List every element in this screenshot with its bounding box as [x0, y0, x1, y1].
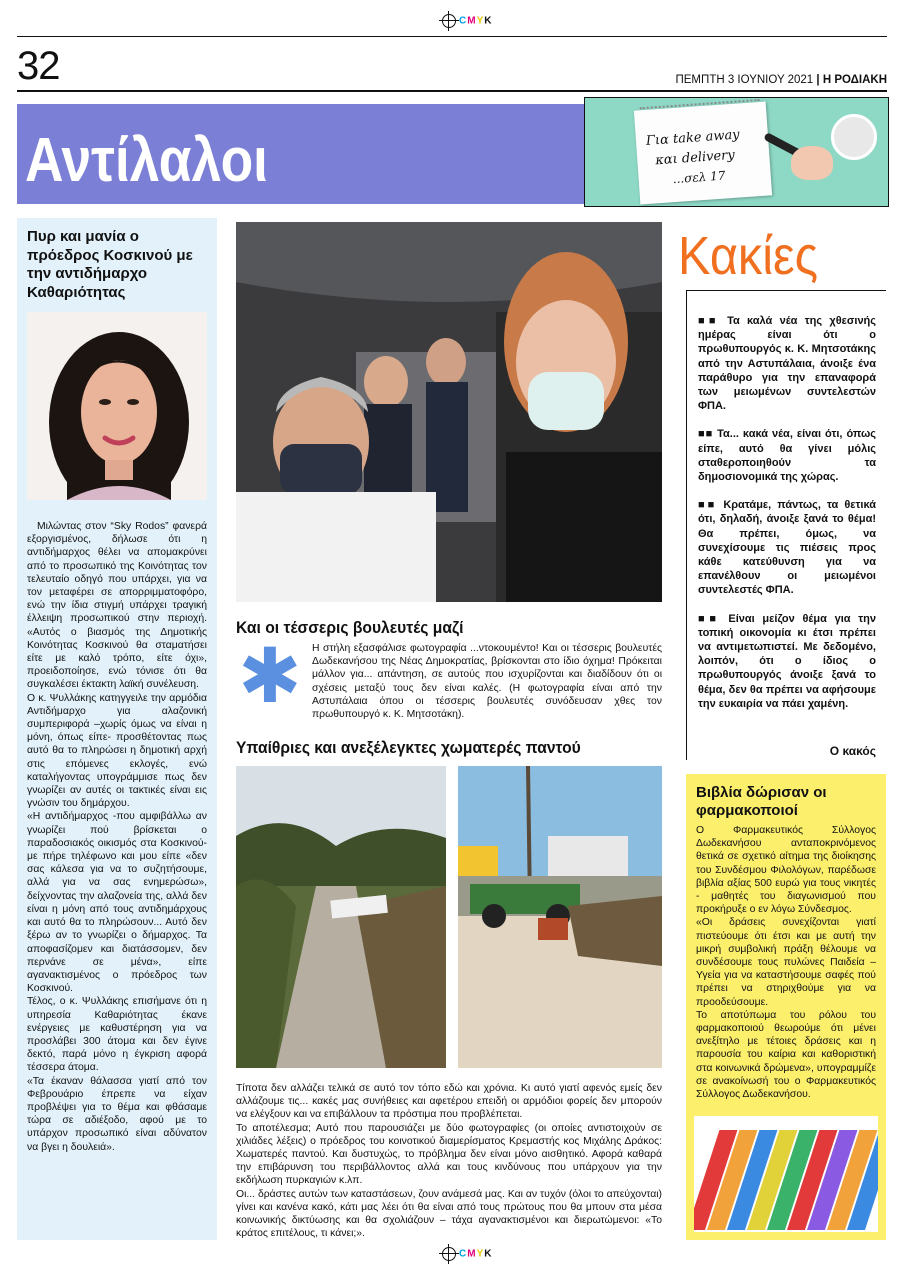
- books-paragraph: Το αποτύπωμα του ρόλου του φαρμακοποιού θεωρούμε ότι μένει ανεξίτηλο με τέτοιες δράσεις και η παρουσία του καίρια και καθοριστική στα κοινωνικά δρώμενα», υπογραμμίζε σε ανακοίνωσή του ο Φαρμακευτικός Σύλλογος Δωδεκανήσου.: [696, 1009, 876, 1101]
- books-stack-photo: [694, 1116, 878, 1232]
- car-selfie-illustration: [236, 222, 662, 602]
- cmyk-label: CMYK: [459, 1248, 493, 1260]
- books-article-body: [696, 824, 876, 1101]
- notepad: [634, 102, 772, 205]
- tractor-dump-illustration: [458, 766, 662, 1068]
- issue-date: ΠΕΜΠΤΗ 3 ΙΟΥΝΙΟΥ 2021: [675, 74, 814, 86]
- asterisk-icon: ✱: [238, 631, 302, 720]
- header-dateline: [675, 74, 887, 87]
- mps-article-body: Η στήλη εξασφάλισε φωτογραφία ...ντοκουμέντο! Και οι τέσσερις βουλευτές Δωδεκανήσου της Νέας Δημοκρατίας, βρίσκονται στο ίδιο όχημα! Πρόκειται μάλλον για... απάντηση, σε αυτούς που ισχυρίζονται και διαδίδουν ότι οι σχέσεις μεταξύ τους δεν είναι καλές. (Η φωτογραφία είναι από την Αστυπάλαια όπου οι τέσσερις βουλευτές συνόδευσαν χθες τον πρωθυπουργό κ. Κ. Μητσοτάκη).: [312, 643, 662, 721]
- kakies-item: ■■ Τα καλά νέα της χθεσινής ημέρας είναι ότι ο πρωθυπουργός κ. Κ. Μητσοτάκης από την Αστυπάλαια, άνοιξε ένα παράθυρο για την επαναφορά των μειωμένων συντελεστών ΦΠΑ.: [698, 315, 876, 413]
- dumps-article-title: Υπαίθριες και ανεξέλεγκτες χωματερές παντού: [236, 738, 581, 757]
- top-rule: [17, 36, 887, 37]
- dumps-paragraph: Το αποτέλεσμα; Αυτό που παρουσιάζει με δύο φωτογραφίες (οι οποίες αντιστοιχούν σε χιλιάδες λέξεις) ο πρόεδρος του κοινοτικού διαμερίσματος Κρεμαστής κος Μιχάλης Δράκος: Χωματερές παντού. Και δυστυχώς, το πρόβλημα δεν είναι μόνο αισθητικό. Αφορά καθαρά την επιβάρυνση του περιβάλλοντος αλλά και τους κινδύνους που υπάρχουν για την εκδήλωση πυρκαγιών κ.λπ.: [236, 1122, 662, 1187]
- dumps-paragraph: Οι... δράστες αυτών των καταστάσεων, ζουν ανάμεσά μας. Και αν τυχόν (όλοι το απεύχονται) γίνει και κανένα κακό, κάτι μας λέει ότι θα είναι από τους πρώτους που θα μπουν στα μέσα κοινωνικής δικτύωσης και θα σχολιάζουν – τάχα αγανακτισμένοι και διερωτώμενοι: «Το κράτος επιτέλους, τι κάνει;».: [236, 1188, 662, 1240]
- cmyk-label: CMYK: [459, 15, 493, 27]
- top-registration-mark: [442, 14, 492, 28]
- kakies-top-rule: [686, 290, 886, 291]
- dirt-road-dump-illustration: [236, 766, 446, 1068]
- promo-line-3: ...σελ 17: [672, 168, 726, 187]
- bullet-squares-icon: ■■: [698, 315, 720, 327]
- colorful-books-illustration: [694, 1116, 878, 1232]
- portrait-illustration: [27, 312, 207, 500]
- kakies-item: ■■ Είναι μείζον θέμα για την τοπική οικονομία κι έτσι πρέπει να αντιμετωπιστεί. Με δεδομένο, λοιπόν, ότι ο ίδιος ο πρωθυπουργός άνοιξε ξανά το θέμα, δεν θα πρέπει να αφήσουμε την ευκαιρία να πάει χαμένη.: [698, 612, 876, 710]
- kakies-items: [698, 314, 876, 711]
- left-paragraph: Μιλώντας στον “Sky Rodos” φανερά εξοργισμένος, δήλωσε ότι η αντιδήμαρχος θέλει να απομακρύνει από το προσωπικό της Κοινότητας τον τελευταίο οδηγό που υπάρχει, για να τον μεταφέρει σε απορριμματοφόρο, ενώ την ίδια στιγμή υπάρχει τραγική έλλειψη προσωπικού στην περιοχή. «Αυτός ο βιασμός της Δημοτικής Κοινότητας Κοσκινού θα σταματήσει είτε με καλό τρόπο, είτε όχι», προειδοποίησε, ενώ τόνισε ότι θα συγκαλέσει έκτακτη λαϊκή συνέλευση.: [27, 521, 207, 691]
- kakies-title: Κακίες: [678, 226, 819, 286]
- page-number: 32: [17, 44, 60, 88]
- kakies-left-rule: [686, 290, 687, 760]
- kakies-signature: Ο κακός: [829, 744, 876, 758]
- column-title: Αντίλαλοι: [25, 126, 268, 195]
- bullet-squares-icon: ■■: [698, 612, 721, 625]
- publication-name: Η ΡΟΔΙΑΚΗ: [822, 74, 887, 86]
- kakies-item: ■■ Τα... κακά νέα, είναι ότι, όπως είπε, αυτό θα γίνει μόλις σταθεροποιηθούν τα δημοσιονομικά της χώρας.: [698, 428, 876, 484]
- books-paragraph: «Οι δράσεις συνεχίζονται γιατί πιστεύουμε ότι έτσι και με αυτή την μικρή συμβολική πράξη θέλουμε να συνδέσουμε τους πυλώνες Παιδεία – Υγεία για να καταστήσουμε σαφές πού πρέπει να στηριχθούμε για να προοδεύσουμε.: [696, 917, 876, 1008]
- header-separator: |: [816, 74, 820, 86]
- promo-line-1: Για take away: [645, 127, 741, 149]
- coffee-cup-icon: [831, 114, 877, 160]
- promo-line-2: και delivery: [654, 147, 736, 169]
- bottom-registration-mark: [442, 1247, 492, 1261]
- left-article-body: [27, 520, 207, 1154]
- bullet-squares-icon: ■■: [698, 428, 714, 441]
- registration-target-icon: [442, 1247, 456, 1261]
- books-paragraph: Ο Φαρμακευτικός Σύλλογος Δωδεκανήσου ανταποκρινόμενος θετικά σε σχετικό αίτημα της διοίκησης του Συνδέσμου Φιλολόγων, παρέδωσε βιβλία αξίας 500 ευρώ για τους νικητές - μαθητές του διαγωνισμού που προκήρυξε ο εν λόγω Σύνδεσμος.: [696, 825, 876, 916]
- books-article-title: Βιβλία δώρισαν οι φαρμακοποιοί: [696, 784, 827, 819]
- left-paragraph: «Τα έκαναν θάλασσα γιατί από τον Φεβρουάριο έπρεπε να είχαν προβλέψει για το θέμα και φθάσαμε τώρα σε αδιέξοδο, αφού με το υπάρχον προσωπικό είναι αδύνατον να βγει η δουλειά».: [27, 1075, 207, 1153]
- notepad-spiral: [640, 99, 760, 113]
- dump-photo-road: [236, 766, 446, 1068]
- dumps-article-body: [236, 1082, 662, 1240]
- mps-article-title: Και οι τέσσερις βουλευτές μαζί: [236, 618, 464, 637]
- kakies-item: ■■ Κρατάμε, πάντως, τα θετικά ότι, δηλαδή, άνοιξε ξανά το θέμα! Θα πρέπει, όμως, να συνεχίσουμε τις πιέσεις προς κάθε κατεύθυνση για να επανέλθουν οι μειωμένοι συντελεστές ΦΠΑ.: [698, 499, 877, 597]
- registration-target-icon: [442, 14, 456, 28]
- deputy-mayor-portrait: [27, 312, 207, 500]
- left-paragraph: «Η αντιδήμαρχος -που αμφιβάλλω αν γνωρίζει πού βρίσκεται ο παραδοσιακός οικισμός στα Κοσκινού- με πήρε τηλέφωνο και μου είπε «δεν σας κάλεσα για να το συζητήσουμε, αλλά για να σας ενημερώσω», δείχνοντας την αλαζονεία της, αλλά δεν είναι η μόνη από τους αντιδημάρχους και αυτό θα το πληρώσουν... Αυτό δεν ξέρω αν το γνωρίζει ο δήμαρχος. Τα αποφασίζομεν και διατάσσομεν, δεν περνάνε σε μένα», είπε αγανακτισμένος ο πρόεδρος των Κοσκινού.: [27, 811, 207, 995]
- hand-with-pen-icon: [761, 128, 841, 198]
- dumps-paragraph: Τίποτα δεν αλλάζει τελικά σε αυτό τον τόπο εδώ και χρόνια. Κι αυτό γιατί αφενός εμείς δεν αλλάζουμε τις... κακές μας συνήθειες και αφετέρου επειδή οι αρμόδιοι φορείς δεν μπορούν να ελέγξουν και να επιβάλλουν τα πρόστιμα που προβλέπεται.: [236, 1083, 662, 1121]
- left-paragraph: Ο κ. Ψυλλάκης κατηγγειλε την αρμόδια Αντιδήμαρχο για αλαζονική συμπεριφορά –χωρίς όμως να είναι η μόνη, όπως είπε- προσθέτοντας πως αυτό θα το πληρώσει η δημοτική αρχή στις επόμενες εκλογές, ενώ καταλήγοντας υπογράμμισε πως δεν γνωρίζει αν αυτές οι τακτικές είναι εις γνώσιν του δημάρχου.: [27, 692, 207, 810]
- header-rule: [17, 90, 887, 92]
- mps-selfie-photo: [236, 222, 662, 602]
- promo-box[interactable]: [584, 97, 889, 207]
- left-paragraph: Τέλος, ο κ. Ψυλλάκης επισήμανε ότι η υπηρεσία Καθαριότητας έκανε ενέργειες με καθυστέρηση για να προσλάβει 300 άτομα και δεν έγινε δεκτό, παρά μόνο η έγκριση αφορά τέσσερα άτομα.: [27, 996, 207, 1074]
- bullet-squares-icon: ■■: [698, 499, 718, 512]
- dump-photo-tractor: [458, 766, 662, 1068]
- left-article-title: Πυρ και μανία ο πρόεδρος Κοσκινού με την αντιδήμαρχο Καθαριότητας: [27, 228, 193, 301]
